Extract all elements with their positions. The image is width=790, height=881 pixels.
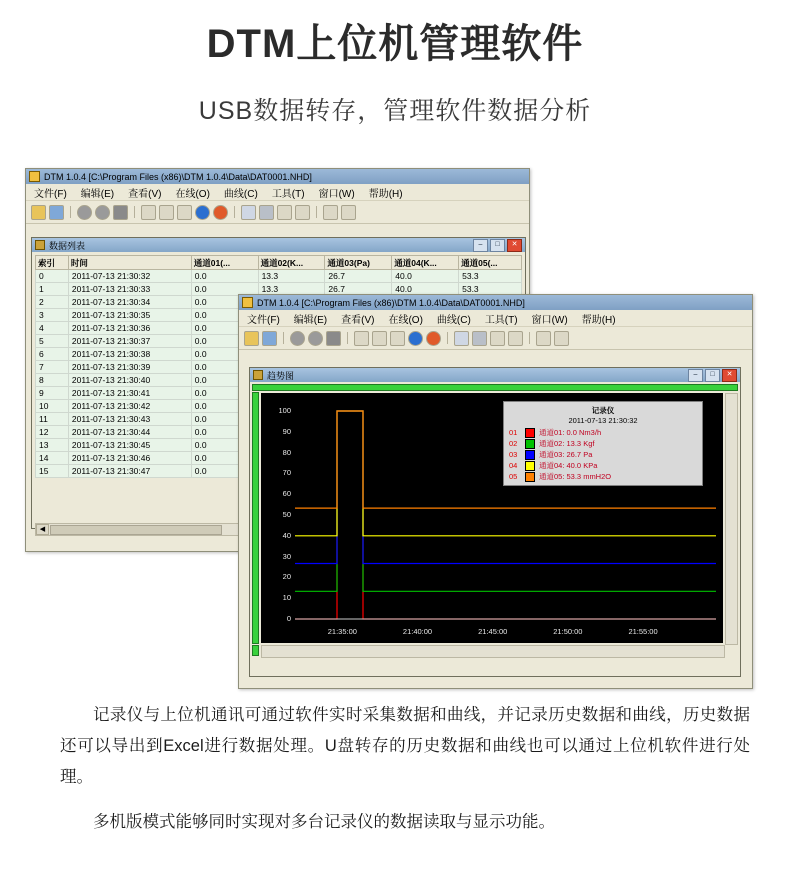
cell-c1: 0.0: [191, 439, 258, 452]
menu-tools[interactable]: 工具(T): [271, 188, 305, 200]
col-ch05[interactable]: 通道05(...: [459, 256, 522, 270]
window-title-text: DTM 1.0.4 [C:\Program Files (x86)\DTM 1.0.4\Data\DAT0001.NHD]: [44, 171, 312, 182]
x-tick-label: 21:35:00: [327, 627, 357, 636]
legend-label: 通道05: 53.3 mmH2O: [539, 472, 612, 481]
zoom-out-icon[interactable]: [508, 331, 523, 346]
cell-idx: 14: [36, 452, 69, 465]
save-icon[interactable]: [262, 331, 277, 346]
cell-time: 2011-07-13 21:30:45: [68, 439, 191, 452]
menu-window[interactable]: 窗口(W): [318, 188, 355, 200]
legend-label: 通道03: 26.7 Pa: [539, 450, 593, 459]
maximize-button[interactable]: □: [490, 239, 505, 252]
toolbar-separator: [316, 206, 317, 218]
close-button[interactable]: ✕: [507, 239, 522, 252]
chart-legend: [503, 401, 703, 486]
cell-c1: 0.0: [191, 335, 258, 348]
cell-c1: 0.0: [191, 400, 258, 413]
window-title-text: DTM 1.0.4 [C:\Program Files (x86)\DTM 1.0.4\Data\DAT0001.NHD]: [257, 297, 525, 308]
menu-online[interactable]: 在线(O): [388, 314, 423, 326]
cell-c1: 0.0: [191, 465, 258, 478]
minimize-button[interactable]: –: [688, 369, 703, 382]
trend-chart-window[interactable]: [249, 367, 741, 677]
chart-icon[interactable]: [177, 205, 192, 220]
cell-c1: 0.0: [191, 361, 258, 374]
description-paragraph-2: 多机版模式能够同时实现对多台记录仪的数据读取与显示功能。: [93, 813, 555, 831]
minimize-button[interactable]: –: [473, 239, 488, 252]
cell-c1: 0.0: [191, 283, 258, 296]
scroll-left-arrow[interactable]: ◀: [36, 524, 49, 535]
trend-chart-icon: [253, 370, 263, 380]
legend-row: [509, 460, 697, 471]
menu-online[interactable]: 在线(O): [175, 188, 210, 200]
cell-idx: 12: [36, 426, 69, 439]
trend-window-buttons[interactable]: [688, 369, 737, 382]
cell-idx: 8: [36, 374, 69, 387]
menu-window[interactable]: 窗口(W): [531, 314, 568, 326]
toolbar-separator: [234, 206, 235, 218]
cell-time: 2011-07-13 21:30:44: [68, 426, 191, 439]
cell-idx: 10: [36, 400, 69, 413]
legend-color-swatch: [525, 461, 535, 471]
print-icon[interactable]: [259, 205, 274, 220]
legend-label: 通道01: 0.0 Nm3/h: [539, 428, 602, 437]
help-circle-icon[interactable]: [213, 205, 228, 220]
menubar-back[interactable]: [26, 184, 529, 201]
cell-c4: 40.0: [392, 283, 459, 296]
copy-icon[interactable]: [454, 331, 469, 346]
legend-label: 通道02: 13.3 Kgf: [539, 439, 595, 448]
y-tick-label: 50: [282, 510, 291, 519]
record-gray-icon[interactable]: [290, 331, 305, 346]
menu-curve[interactable]: 曲线(C): [436, 314, 471, 326]
copy-icon[interactable]: [241, 205, 256, 220]
data-list-icon: [35, 240, 45, 250]
cell-idx: 0: [36, 270, 69, 283]
cell-c1: 0.0: [191, 374, 258, 387]
cell-idx: 2: [36, 296, 69, 309]
cell-idx: 9: [36, 387, 69, 400]
table-row[interactable]: [36, 270, 522, 283]
cell-c3: 26.7: [325, 270, 392, 283]
x-tick-label: 21:45:00: [478, 627, 508, 636]
legend-color-swatch: [525, 439, 535, 449]
cell-c1: 0.0: [191, 270, 258, 283]
trend-left-indicator-bar: [252, 392, 259, 644]
sigma-icon[interactable]: [372, 331, 387, 346]
x-tick-label: 21:50:00: [553, 627, 583, 636]
cell-idx: 4: [36, 322, 69, 335]
cell-c1: 0.0: [191, 322, 258, 335]
menu-tools[interactable]: 工具(T): [484, 314, 518, 326]
toolbar-separator: [70, 206, 71, 218]
zoom-out-icon[interactable]: [295, 205, 310, 220]
legend-index: 03: [509, 450, 518, 459]
window-titlebar-front: [239, 295, 752, 310]
cell-time: 2011-07-13 21:30:35: [68, 309, 191, 322]
page-subtitle: USB数据转存，管理软件数据分析: [198, 97, 592, 125]
legend-color-swatch: [525, 428, 535, 438]
legend-color-swatch: [525, 450, 535, 460]
toolbar-separator: [447, 332, 448, 344]
legend-row: [509, 471, 697, 482]
record-gray2-icon[interactable]: [308, 331, 323, 346]
x-tick-label: 21:40:00: [402, 627, 433, 636]
toolbar-separator: [529, 332, 530, 344]
close-button[interactable]: ✕: [722, 369, 737, 382]
stop-icon[interactable]: [113, 205, 128, 220]
data-list-titlebar: [32, 238, 525, 252]
tile-horizontal-icon[interactable]: [536, 331, 551, 346]
menubar-front[interactable]: [239, 310, 752, 327]
col-ch03[interactable]: 通道03(Pa): [325, 256, 392, 270]
menu-edit[interactable]: 编辑(E): [293, 314, 328, 326]
info-icon[interactable]: [195, 205, 210, 220]
open-folder-icon[interactable]: [31, 205, 46, 220]
toolbar-back[interactable]: [26, 201, 529, 224]
app-icon: [29, 171, 40, 182]
cell-idx: 5: [36, 335, 69, 348]
chart-icon[interactable]: [390, 331, 405, 346]
col-time[interactable]: 时间: [68, 256, 191, 270]
trend-bottom-left-indicator: [252, 645, 259, 656]
tile-horizontal-icon[interactable]: [323, 205, 338, 220]
y-tick-label: 100: [278, 406, 291, 415]
menu-help[interactable]: 帮助(H): [581, 314, 616, 326]
y-tick-label: 80: [282, 447, 291, 457]
menu-file[interactable]: 文件(F): [34, 188, 67, 200]
y-tick-label: 20: [282, 572, 291, 582]
col-ch04[interactable]: 通道04(K...: [392, 256, 459, 270]
table-header-row: [36, 256, 522, 270]
cell-c1: 0.0: [191, 413, 258, 426]
cell-c5: 53.3: [459, 270, 522, 283]
legend-index: 05: [509, 472, 518, 481]
data-list-window-buttons[interactable]: [473, 239, 522, 252]
tile-vertical-icon[interactable]: [341, 205, 356, 220]
cell-time: 2011-07-13 21:30:46: [68, 452, 191, 465]
cell-c2: 13.3: [258, 283, 325, 296]
toolbar-separator: [347, 332, 348, 344]
cell-idx: 6: [36, 348, 69, 361]
y-tick-label: 90: [282, 426, 291, 436]
y-tick-label: 70: [282, 468, 291, 478]
col-index[interactable]: 索引: [36, 256, 69, 270]
cell-c1: 0.0: [191, 452, 258, 465]
cell-time: 2011-07-13 21:30:42: [68, 400, 191, 413]
cell-time: 2011-07-13 21:30:37: [68, 335, 191, 348]
cell-c1: 0.0: [191, 426, 258, 439]
app-icon: [242, 297, 253, 308]
menu-curve[interactable]: 曲线(C): [223, 188, 258, 200]
legend-color-swatch: [525, 472, 535, 482]
help-circle-icon[interactable]: [426, 331, 441, 346]
cell-c3: 26.7: [325, 283, 392, 296]
trend-top-indicator-bar: [252, 384, 738, 391]
col-ch02[interactable]: 通道02(K...: [258, 256, 325, 270]
toolbar-separator: [134, 206, 135, 218]
table-icon[interactable]: [141, 205, 156, 220]
zoom-in-icon[interactable]: [490, 331, 505, 346]
cell-idx: 15: [36, 465, 69, 478]
chart-hscrollbar[interactable]: [261, 645, 725, 658]
cell-time: 2011-07-13 21:30:43: [68, 413, 191, 426]
scroll-thumb[interactable]: [50, 525, 222, 535]
chart-plot-area[interactable]: [261, 393, 723, 643]
cell-time: 2011-07-13 21:30:33: [68, 283, 191, 296]
description-paragraph-1: 记录仪与上位机通讯可通过软件实时采集数据和曲线，并记录历史数据和曲线，历史数据还可以导出到Excel进行数据处理。U盘转存的历史数据和曲线也可以通过上位机软件进行处理。: [60, 706, 750, 786]
cell-idx: 3: [36, 309, 69, 322]
cell-time: 2011-07-13 21:30:47: [68, 465, 191, 478]
cell-idx: 11: [36, 413, 69, 426]
menu-help[interactable]: 帮助(H): [368, 188, 403, 200]
cell-time: 2011-07-13 21:30:39: [68, 361, 191, 374]
legend-row: [509, 438, 697, 449]
cell-c1: 0.0: [191, 348, 258, 361]
cell-c4: 40.0: [392, 270, 459, 283]
col-ch01[interactable]: 通道01(...: [191, 256, 258, 270]
info-icon[interactable]: [408, 331, 423, 346]
cell-c1: 0.0: [191, 387, 258, 400]
y-tick-label: 60: [282, 489, 291, 499]
cell-c1: 0.0: [191, 296, 258, 309]
print-icon[interactable]: [472, 331, 487, 346]
cell-time: 2011-07-13 21:30:36: [68, 322, 191, 335]
legend-subtitle: 2011-07-13 21:30:32: [568, 416, 638, 425]
trend-chart-titlebar: [250, 368, 740, 382]
toolbar-front[interactable]: [239, 327, 752, 350]
legend-label: 通道04: 40.0 KPa: [539, 461, 598, 470]
open-folder-icon[interactable]: [244, 331, 259, 346]
data-list-title-text: 数据列表: [49, 240, 86, 251]
cell-idx: 7: [36, 361, 69, 374]
cell-c2: 13.3: [258, 270, 325, 283]
window-titlebar-back: [26, 169, 529, 184]
menu-view[interactable]: 查看(V): [128, 188, 162, 200]
cell-c5: 53.3: [459, 283, 522, 296]
y-tick-label: 0: [286, 614, 291, 623]
dtm-window-front[interactable]: [238, 294, 753, 689]
sigma-icon[interactable]: [159, 205, 174, 220]
stop-icon[interactable]: [326, 331, 341, 346]
page-title: DTM上位机管理软件: [206, 22, 584, 66]
table-icon[interactable]: [354, 331, 369, 346]
toolbar-separator: [283, 332, 284, 344]
menu-file[interactable]: 文件(F): [247, 314, 280, 326]
cell-idx: 1: [36, 283, 69, 296]
chart-vscrollbar[interactable]: [725, 393, 738, 645]
legend-index: 02: [509, 439, 518, 448]
cell-idx: 13: [36, 439, 69, 452]
cell-time: 2011-07-13 21:30:40: [68, 374, 191, 387]
cell-time: 2011-07-13 21:30:41: [68, 387, 191, 400]
tile-vertical-icon[interactable]: [554, 331, 569, 346]
trend-chart-title-text: 趋势图: [267, 370, 295, 381]
x-tick-label: 21:55:00: [628, 627, 658, 636]
cell-c1: 0.0: [191, 309, 258, 322]
legend-row: [509, 427, 697, 438]
legend-index: 01: [509, 428, 518, 437]
menu-edit[interactable]: 编辑(E): [80, 188, 115, 200]
record-gray2-icon[interactable]: [95, 205, 110, 220]
legend-title: 记录仪: [591, 406, 615, 415]
legend-row: [509, 449, 697, 460]
record-gray-icon[interactable]: [77, 205, 92, 220]
cell-time: 2011-07-13 21:30:38: [68, 348, 191, 361]
save-icon[interactable]: [49, 205, 64, 220]
y-tick-label: 30: [282, 551, 291, 561]
zoom-in-icon[interactable]: [277, 205, 292, 220]
cell-time: 2011-07-13 21:30:32: [68, 270, 191, 283]
maximize-button[interactable]: □: [705, 369, 720, 382]
y-tick-label: 40: [282, 530, 291, 540]
menu-view[interactable]: 查看(V): [341, 314, 375, 326]
cell-time: 2011-07-13 21:30:34: [68, 296, 191, 309]
y-tick-label: 10: [282, 593, 291, 603]
legend-index: 04: [509, 461, 518, 470]
